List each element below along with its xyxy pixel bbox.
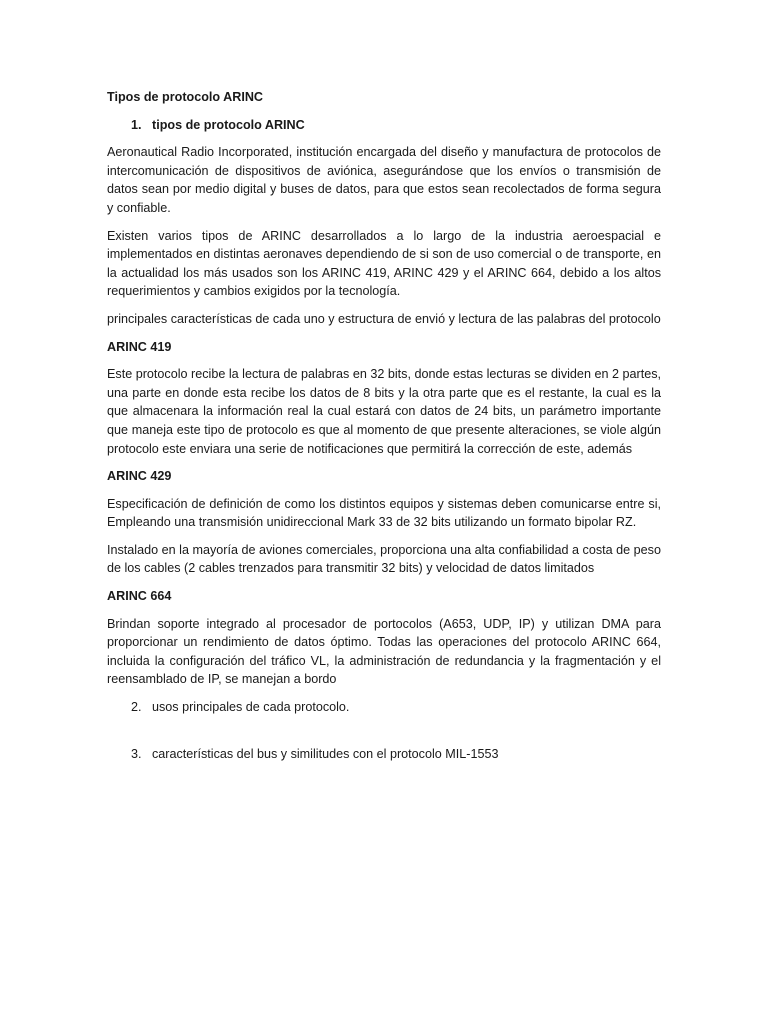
numbered-item-2 <box>107 698 661 717</box>
paragraph-arinc-429-install: Instalado en la mayoría de aviones comerciales, proporciona una alta confiabilidad a costa de peso de los cables (2 cables trenzados para transmitir 32 bits) y velocidad de datos limitados <box>107 542 661 576</box>
item-number: 2. <box>131 700 142 715</box>
document-page <box>107 88 661 772</box>
paragraph-arinc-664: Brindan soporte integrado al procesador de portocolos (A653, UDP, IP) y utilizan DMA para proporcionar un rendimiento de datos óptimo. Todas las operaciones del protocolo ARINC 664, incluida la configuración del tráfico VL, la administración de redundancia y la fragmentación y el reensamblado de IP, se manejan a bordo <box>107 616 661 687</box>
section-heading-arinc-419: ARINC 419 <box>107 339 172 354</box>
item-text: tipos de protocolo ARINC <box>152 117 305 132</box>
numbered-item-3 <box>107 745 661 764</box>
paragraph-arinc-419: Este protocolo recibe la lectura de palabras en 32 bits, donde estas lecturas se dividen en 2 partes, una parte en donde esta recibe los datos de 8 bits y la otra parte que es el restante, la cual es la que almacenara la información real la cual estará con datos de 24 bits, un parámetro importante que maneja este tipo de protocolo es que al momento de que presente alteraciones, se viole algún protocolo este enviara una serie de notificaciones que permitirá la corrección de este, además <box>107 367 661 456</box>
section-heading-arinc-664: ARINC 664 <box>107 589 172 604</box>
paragraph-intro: Aeronautical Radio Incorporated, institución encargada del diseño y manufactura de protocolos de intercomunicación de dispositivos de aviónica, asegurándose que los envíos o transmisión de datos sean por medio digital y buses de datos, para que estos sean recolectados de forma segura y confiable. <box>107 145 661 215</box>
item-number: 1. <box>131 117 142 132</box>
paragraph-characteristics: principales características de cada uno y estructura de envió y lectura de las palabras del protocolo <box>107 311 661 326</box>
paragraph-arinc-429-spec: Especificación de definición de como los distintos equipos y sistemas deben comunicarse entre si, Empleando una transmisión unidireccional Mark 33 de 32 bits utilizando un formato bipolar RZ. <box>107 496 661 530</box>
section-heading-arinc-429: ARINC 429 <box>107 469 172 484</box>
item-text: usos principales de cada protocolo. <box>152 700 350 715</box>
numbered-item-1 <box>107 116 661 135</box>
paragraph-types: Existen varios tipos de ARINC desarrollados a lo largo de la industria aeroespacial e implementados en distintas aeronaves dependiendo de si son de uso comercial o de transporte, en la actualidad los más usados son los ARINC 419, ARINC 429 y el ARINC 664, debido a los altos requerimientos y cambios exigidos por la tecnología. <box>107 228 661 299</box>
item-number: 3. <box>131 746 142 761</box>
item-text: características del bus y similitudes con el protocolo MIL-1553 <box>152 746 499 761</box>
document-title: Tipos de protocolo ARINC <box>107 90 264 104</box>
